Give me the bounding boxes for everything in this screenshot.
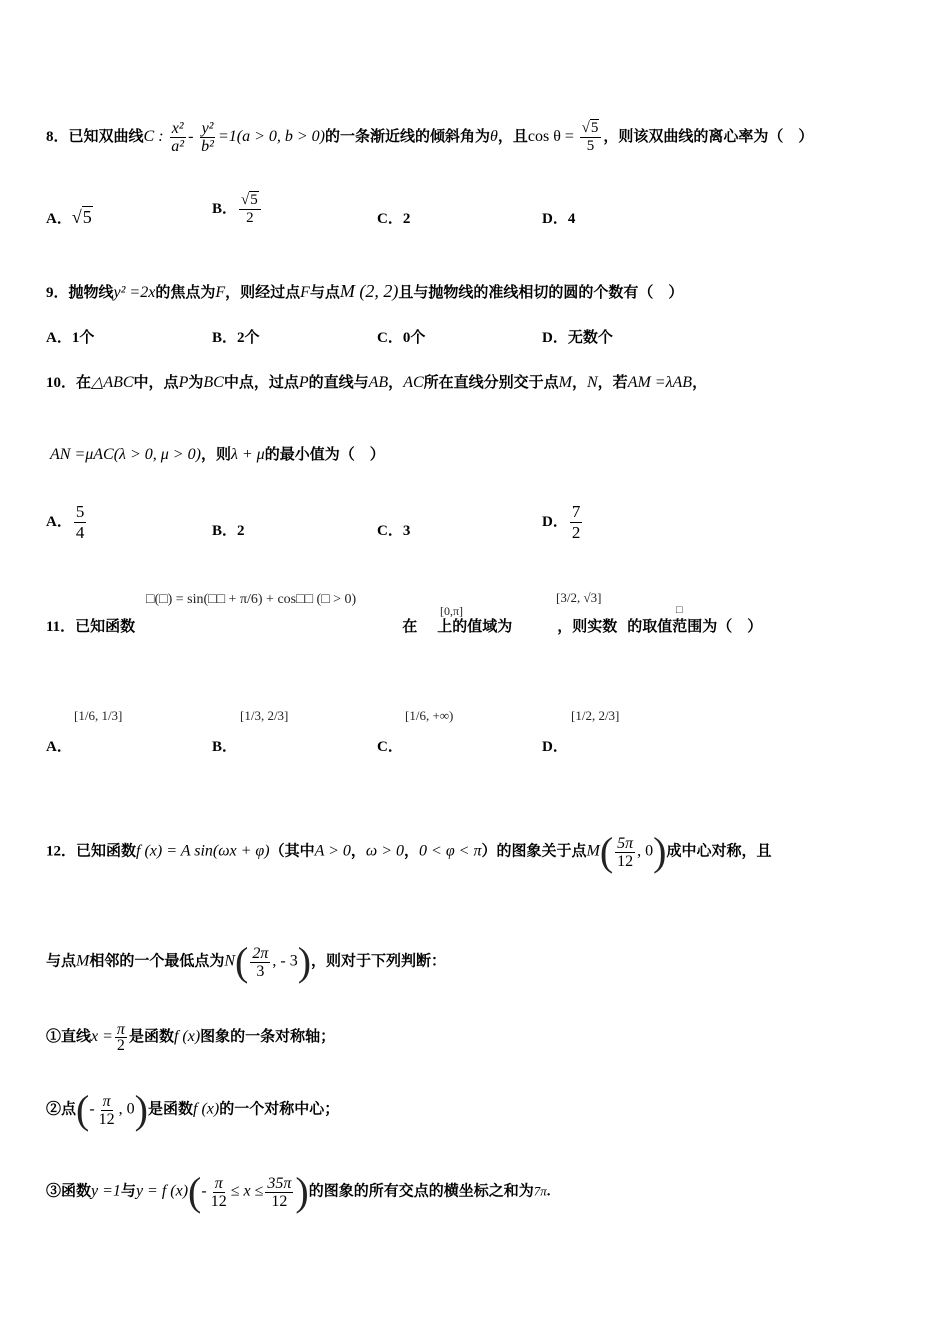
q9-option-d[interactable]: D．无数个 <box>542 330 613 346</box>
q10-option-b[interactable]: B．2 <box>212 523 245 539</box>
q8-stem: 8．已知双曲线C : $\frac{\text{x²}}{\text{a²}}$ - $\frac{\text{y²}}{\text{b²}}$ =1(a > 0, b > 0)的一条渐近线的倾斜角为θ，且cos θ = $\frac{√5}{5}$ ，则该双曲线的离心率为（ ） <box>46 120 814 155</box>
q8-option-c[interactable]: C．2 <box>377 211 411 227</box>
q11-stem: 11．已知函数 在 上的值域为 ，则实数 的取值范围为（ ） <box>46 619 763 635</box>
q12-statement-3: ③函数y =1与y = f (x)(- $\frac{\pi}{12}$ ≤ x ≤ $\frac{35\pi}{12}$ )的图象的所有交点的横坐标之和为7π. <box>46 1169 551 1214</box>
q8-frac-x: $\frac{\text{x²}}{\text{a²}}$ <box>171 120 185 155</box>
q11-option-b-image: [1/3, 2/3] <box>240 708 289 723</box>
q12-stem-line1: 12．已知函数f (x) = A sin(ωx + φ)（其中A > 0，ω > 0，0 < φ < π）的图象关于点M( $\frac{5\pi}{12}$ , 0)成中心对称，且 <box>46 829 772 874</box>
q8-option-d[interactable]: D．4 <box>542 211 576 227</box>
q11-option-c[interactable]: C． <box>377 739 403 755</box>
q11-interval: [0,π] <box>440 604 464 618</box>
q11-function-image: □(□) = sin(□□ + π/6) + cos□□ (□ > 0) <box>146 592 357 607</box>
q11-option-c-image: [1/6, +∞) <box>405 708 454 723</box>
q11-option-d-image: [1/2, 2/3] <box>571 708 620 723</box>
q11-option-b[interactable]: B． <box>212 739 238 755</box>
q8-option-a[interactable]: A．√5 <box>46 207 92 227</box>
q8-prefix: 8．已知双曲线 <box>46 128 144 145</box>
q10-stem-line2: AN =μAC(λ > 0, μ > 0)，则λ + μ的最小值为（ ） <box>50 446 385 463</box>
q11-option-a[interactable]: A． <box>46 739 72 755</box>
q8-curve-label: C : <box>143 127 164 145</box>
q9-option-b[interactable]: B．2个 <box>212 330 260 346</box>
q8-frac-cos: $\frac{√5}{5}$ <box>580 120 602 155</box>
q8-frac-y: $\frac{\text{y²}}{\text{b²}}$ <box>201 120 214 155</box>
q9-option-c[interactable]: C．0个 <box>377 330 426 346</box>
q10-option-a[interactable]: A． $\frac{5}{4}$ <box>46 502 85 542</box>
q9-point-m: M (2, 2) <box>339 281 399 301</box>
q10-stem-line1: 10．在△ABC中，点P为BC中点，过点P的直线与AB，AC所在直线分别交于点M，N，若AM =λAB， <box>46 374 708 391</box>
q9-option-a[interactable]: A．1个 <box>46 330 95 346</box>
q11-option-a-image: [1/6, 1/3] <box>74 708 123 723</box>
q12-stem-line2: 与点M相邻的一个最低点为N( $\frac{2\pi}{3}$ , - 3)，则对于下列判断： <box>46 939 447 984</box>
q8-theta: θ <box>490 127 498 145</box>
q8-condition: =1(a > 0, b > 0) <box>217 127 325 145</box>
q10-option-d[interactable]: D． $\frac{7}{2}$ <box>542 502 581 542</box>
q8-option-b[interactable]: B． $\frac{√5}{2}$ <box>212 192 263 227</box>
q11-box-glyph: □ <box>676 604 683 616</box>
q9-parabola-eq: y² =2x <box>113 284 156 301</box>
q10-option-c[interactable]: C．3 <box>377 523 411 539</box>
q8-cos: cos θ = <box>527 127 574 145</box>
q11-option-d[interactable]: D． <box>542 739 568 755</box>
q9-stem: 9．抛物线y² =2x的焦点为F，则经过点F与点M (2, 2)且与抛物线的准线相切的圆的个数有（ ） <box>46 281 684 301</box>
q11-range-image: [3/2, √3] <box>556 590 602 605</box>
q12-statement-2: ②点(- $\frac{\pi}{12}$ , 0)是函数f (x)的一个对称中心； <box>46 1087 340 1132</box>
q12-statement-1: ①直线x = $\frac{\pi}{2}$ 是函数f (x)图象的一条对称轴； <box>46 1021 336 1054</box>
